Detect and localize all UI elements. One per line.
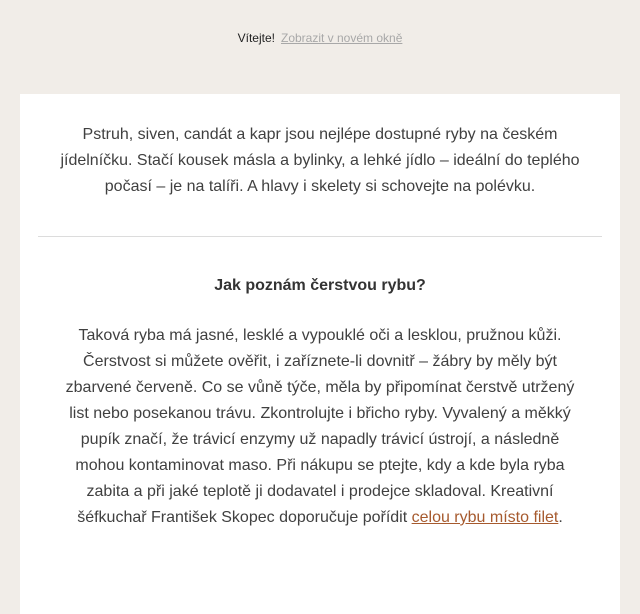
preheader: [0, 0, 640, 76]
whole-fish-link[interactable]: celou rybu místo filet: [411, 509, 559, 526]
intro-paragraph: Pstruh, siven, candát a kapr jsou nejlépe dostupné ryby na českém jídelníčku. Stačí kousek másla a bylinky, a lehké jídlo – ideální do teplého počasí – je na talíři. A hlavy i skelety si schovejte na polévku.: [60, 126, 580, 195]
section-body-text: Taková ryba má jasné, lesklé a vypouklé oči a lesklou, pružnou kůži. Čerstvost si můžete ověřit, i zaříznete-li dovnitř – žábry by měly být zbarvené červeně. Co se vůně týče, měla by připomínat čerstvě utržený list nebo posekanou trávu. Zkontrolujte i břicho ryby. Vyvalený a měkký pupík značí, že trávicí enzymy už napadly trávicí ústrojí, a následně mohou kontaminovat maso. Při nákupu se ptejte, kdy a kde byla ryba zabita a při jaké teplotě ji dodavatel i prodejce skladoval. Kreativní šéfkuchař František Skopec doporučuje pořídit: [65, 327, 575, 526]
email-content-card: [20, 94, 620, 614]
open-in-new-window-link[interactable]: Zobrazit v novém okně: [280, 31, 403, 45]
section-body-tail: .: [558, 509, 563, 526]
section-divider: [38, 236, 602, 237]
greeting-text: Vítejte!: [237, 31, 275, 45]
section-heading: Jak poznám čerstvou rybu?: [214, 277, 426, 294]
section-body: [20, 323, 620, 531]
